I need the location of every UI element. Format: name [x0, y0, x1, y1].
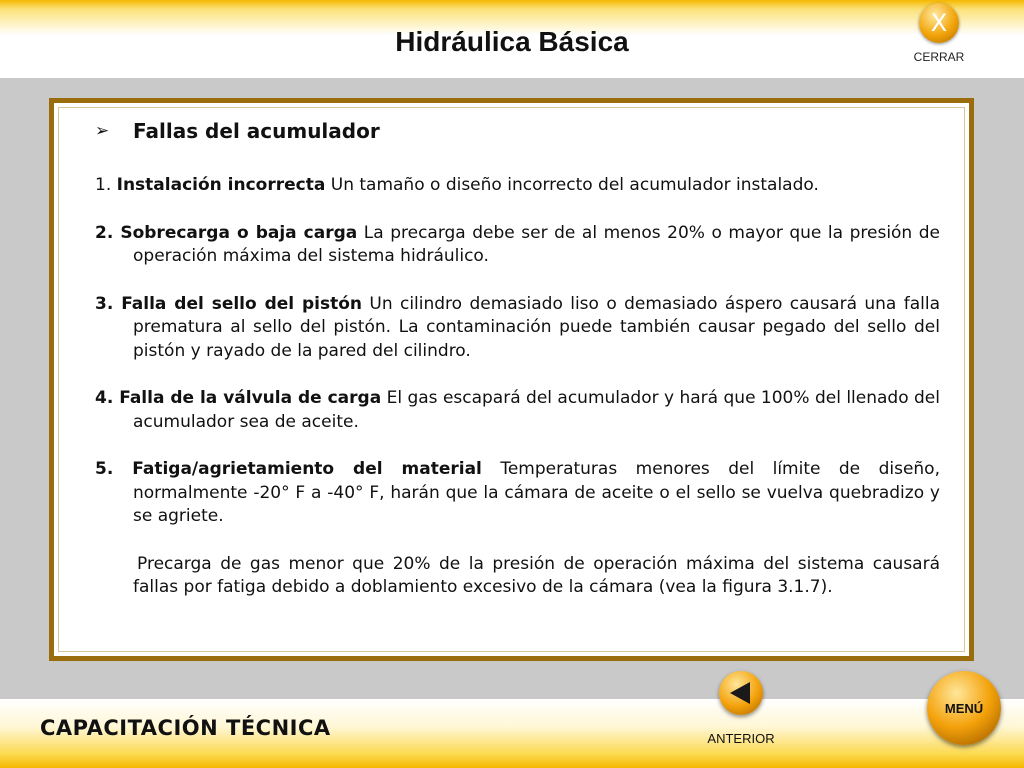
- brand-title: CAPACITACIÓN TÉCNICA: [40, 716, 331, 740]
- close-icon: X: [930, 9, 948, 37]
- item-title: Sobrecarga o baja carga: [120, 222, 358, 243]
- item-number: 3.: [95, 293, 122, 314]
- item-number: 2.: [95, 222, 121, 243]
- section-heading: [95, 116, 940, 146]
- item-text: Temperaturas menores del límite de diseño, normalmente -20° F a -40° F, harán que la cámara de aceite o el sello se vuelva quebradizo y se agriete.: [133, 459, 940, 526]
- item-title: Falla de la válvula de carga: [119, 388, 382, 408]
- item-number: 4.: [95, 388, 120, 408]
- item-text: El gas escapará del acumulador y hará que 100% del llenado del acumulador sea de aceite.: [133, 388, 940, 432]
- item-text: La precarga debe ser de al menos 20% o mayor que la presión de operación máxima del sistema hidráulico.: [133, 222, 940, 266]
- previous-label[interactable]: ANTERIOR: [707, 731, 775, 746]
- item-title: Fatiga/agrietamiento del material: [132, 459, 482, 479]
- item-text: Un tamaño o diseño incorrecto del acumulador instalado.: [325, 175, 819, 195]
- list-item: [95, 222, 940, 269]
- close-label[interactable]: CERRAR: [913, 50, 965, 64]
- previous-button[interactable]: [719, 671, 763, 715]
- arrow-bullet-icon: ➢: [95, 121, 110, 141]
- back-arrow-icon: [730, 682, 750, 704]
- note-paragraph: Precarga de gas menor que 20% de la presión de operación máxima del sistema causará fallas por fatiga debido a doblamiento excesivo de la cámara (vea la figura 3.1.7).: [133, 553, 940, 597]
- list-item: [95, 174, 940, 198]
- section-heading-text: Fallas del acumulador: [133, 119, 380, 143]
- item-title: Instalación incorrecta: [116, 175, 326, 195]
- menu-button[interactable]: [927, 671, 1001, 745]
- item-text: Un cilindro demasiado liso o demasiado áspero causará una falla prematura al sello del pistón. La contaminación puede también causar pegado del sello del pistón y rayado de la pared del cilindro.: [133, 293, 940, 361]
- list-item: [95, 293, 940, 364]
- item-title: Falla del sello del pistón: [121, 293, 363, 314]
- list-item: [95, 458, 940, 529]
- content-body: [95, 116, 940, 600]
- close-button[interactable]: [919, 3, 959, 43]
- item-number: 5.: [95, 459, 133, 479]
- item-number: 1.: [95, 175, 117, 195]
- page-title: Hidráulica Básica: [395, 26, 629, 57]
- menu-label: MENÚ: [944, 700, 984, 716]
- list-item: [95, 387, 940, 434]
